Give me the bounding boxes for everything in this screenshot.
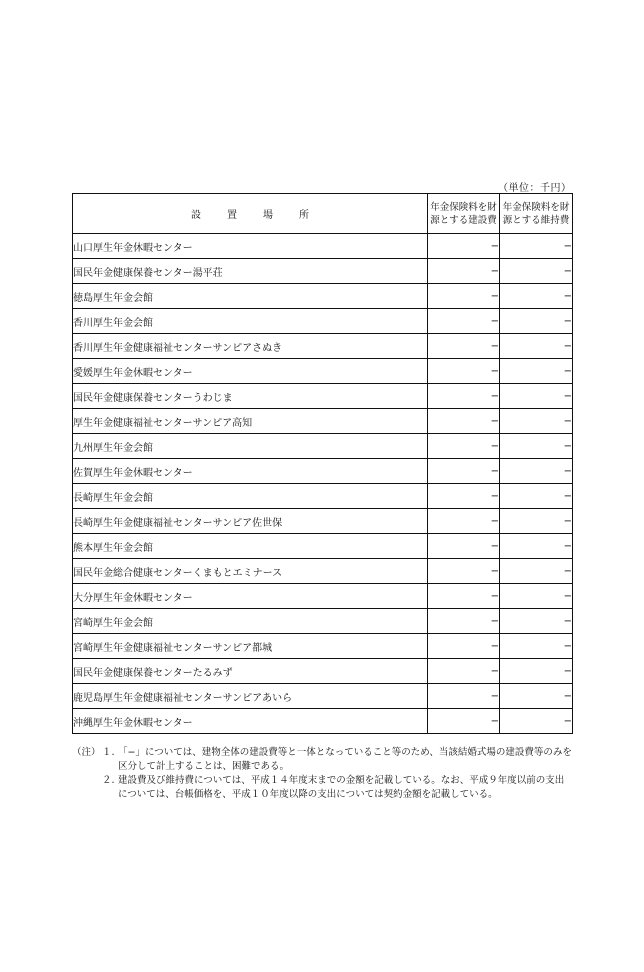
maintenance-cost-cell: − xyxy=(500,609,573,634)
place-cell: 大分厚生年金休暇センター xyxy=(73,584,428,609)
note-1 xyxy=(72,746,572,774)
place-cell: 宮崎厚生年金会館 xyxy=(73,609,428,634)
header-place: 設置場所 xyxy=(73,194,428,234)
maintenance-cost-cell: − xyxy=(500,584,573,609)
table-row xyxy=(73,409,573,434)
building-cost-cell: − xyxy=(428,284,500,309)
table-row xyxy=(73,434,573,459)
building-cost-cell: − xyxy=(428,684,500,709)
table-row xyxy=(73,459,573,484)
maintenance-cost-cell: − xyxy=(500,384,573,409)
place-cell: 佐賀厚生年金休暇センター xyxy=(73,459,428,484)
maintenance-cost-cell: − xyxy=(500,309,573,334)
building-cost-cell: − xyxy=(428,609,500,634)
table-row xyxy=(73,359,573,384)
notes-section xyxy=(72,746,572,802)
table-row xyxy=(73,484,573,509)
building-cost-cell: − xyxy=(428,409,500,434)
table-row xyxy=(73,259,573,284)
building-cost-cell: − xyxy=(428,509,500,534)
table-row xyxy=(73,584,573,609)
table-row xyxy=(73,284,573,309)
note-prefix: （注） xyxy=(72,747,101,758)
building-cost-cell: − xyxy=(428,259,500,284)
place-cell: 長崎厚生年金健康福祉センターサンピア佐世保 xyxy=(73,509,428,534)
note-text: 「−」については、建物全体の建設費等と一体となっていること等のため、当該結婚式場の建設費等のみを区分して計上することは、困難である。 xyxy=(118,747,572,772)
note-number: １. xyxy=(102,747,115,758)
maintenance-cost-cell: − xyxy=(500,484,573,509)
place-cell: 香川厚生年金会館 xyxy=(73,309,428,334)
place-cell: 長崎厚生年金会館 xyxy=(73,484,428,509)
table-row xyxy=(73,684,573,709)
place-cell: 沖縄厚生年金休暇センター xyxy=(73,709,428,734)
table-row xyxy=(73,509,573,534)
table-row xyxy=(73,709,573,734)
maintenance-cost-cell: − xyxy=(500,259,573,284)
maintenance-cost-cell: − xyxy=(500,634,573,659)
header-maintenance-cost: 年金保険料を財源とする維持費 xyxy=(500,194,573,234)
building-cost-cell: − xyxy=(428,584,500,609)
maintenance-cost-cell: − xyxy=(500,334,573,359)
building-cost-cell: − xyxy=(428,234,500,259)
building-cost-cell: − xyxy=(428,484,500,509)
building-cost-cell: − xyxy=(428,559,500,584)
table-row xyxy=(73,234,573,259)
place-cell: 国民年金健康保養センター湯平荘 xyxy=(73,259,428,284)
building-cost-cell: − xyxy=(428,709,500,734)
maintenance-cost-cell: − xyxy=(500,234,573,259)
table-row xyxy=(73,634,573,659)
place-cell: 香川厚生年金健康福祉センターサンピアさぬき xyxy=(73,334,428,359)
place-cell: 宮崎厚生年金健康福祉センターサンピア都城 xyxy=(73,634,428,659)
building-cost-cell: − xyxy=(428,459,500,484)
facility-cost-table xyxy=(72,193,573,734)
building-cost-cell: − xyxy=(428,434,500,459)
place-cell: 鹿児島厚生年金健康福祉センターサンピアあいら xyxy=(73,684,428,709)
maintenance-cost-cell: − xyxy=(500,409,573,434)
maintenance-cost-cell: − xyxy=(500,509,573,534)
building-cost-cell: − xyxy=(428,659,500,684)
maintenance-cost-cell: − xyxy=(500,434,573,459)
place-cell: 九州厚生年金会館 xyxy=(73,434,428,459)
building-cost-cell: − xyxy=(428,534,500,559)
place-cell: 愛媛厚生年金休暇センター xyxy=(73,359,428,384)
place-cell: 国民年金健康保養センターたるみず xyxy=(73,659,428,684)
place-cell: 山口厚生年金休暇センター xyxy=(73,234,428,259)
building-cost-cell: − xyxy=(428,634,500,659)
maintenance-cost-cell: − xyxy=(500,459,573,484)
place-cell: 国民年金総合健康センターくまもとエミナース xyxy=(73,559,428,584)
table-body xyxy=(73,234,573,734)
table-row xyxy=(73,659,573,684)
place-cell: 国民年金健康保養センターうわじま xyxy=(73,384,428,409)
place-cell: 徳島厚生年金会館 xyxy=(73,284,428,309)
unit-label: （単位：千円） xyxy=(498,183,572,194)
maintenance-cost-cell: − xyxy=(500,559,573,584)
note-2 xyxy=(72,774,572,802)
maintenance-cost-cell: − xyxy=(500,659,573,684)
maintenance-cost-cell: − xyxy=(500,284,573,309)
maintenance-cost-cell: − xyxy=(500,684,573,709)
maintenance-cost-cell: − xyxy=(500,709,573,734)
building-cost-cell: − xyxy=(428,334,500,359)
note-text: 建設費及び維持費については、平成１４年度末までの金額を記載している。なお、平成９年度以前の支出については、台帳価格を、平成１０年度以降の支出については契約金額を記載している。 xyxy=(118,775,565,800)
place-cell: 熊本厚生年金会館 xyxy=(73,534,428,559)
place-cell: 厚生年金健康福祉センターサンピア高知 xyxy=(73,409,428,434)
maintenance-cost-cell: − xyxy=(500,534,573,559)
table-row xyxy=(73,559,573,584)
maintenance-cost-cell: − xyxy=(500,359,573,384)
table-row xyxy=(73,609,573,634)
table-row xyxy=(73,384,573,409)
building-cost-cell: − xyxy=(428,384,500,409)
header-building-cost: 年金保険料を財源とする建設費 xyxy=(428,194,500,234)
table-row xyxy=(73,534,573,559)
table-row xyxy=(73,334,573,359)
building-cost-cell: − xyxy=(428,359,500,384)
table-header-row xyxy=(73,194,573,234)
note-number: ２. xyxy=(102,775,115,786)
table-row xyxy=(73,309,573,334)
building-cost-cell: − xyxy=(428,309,500,334)
